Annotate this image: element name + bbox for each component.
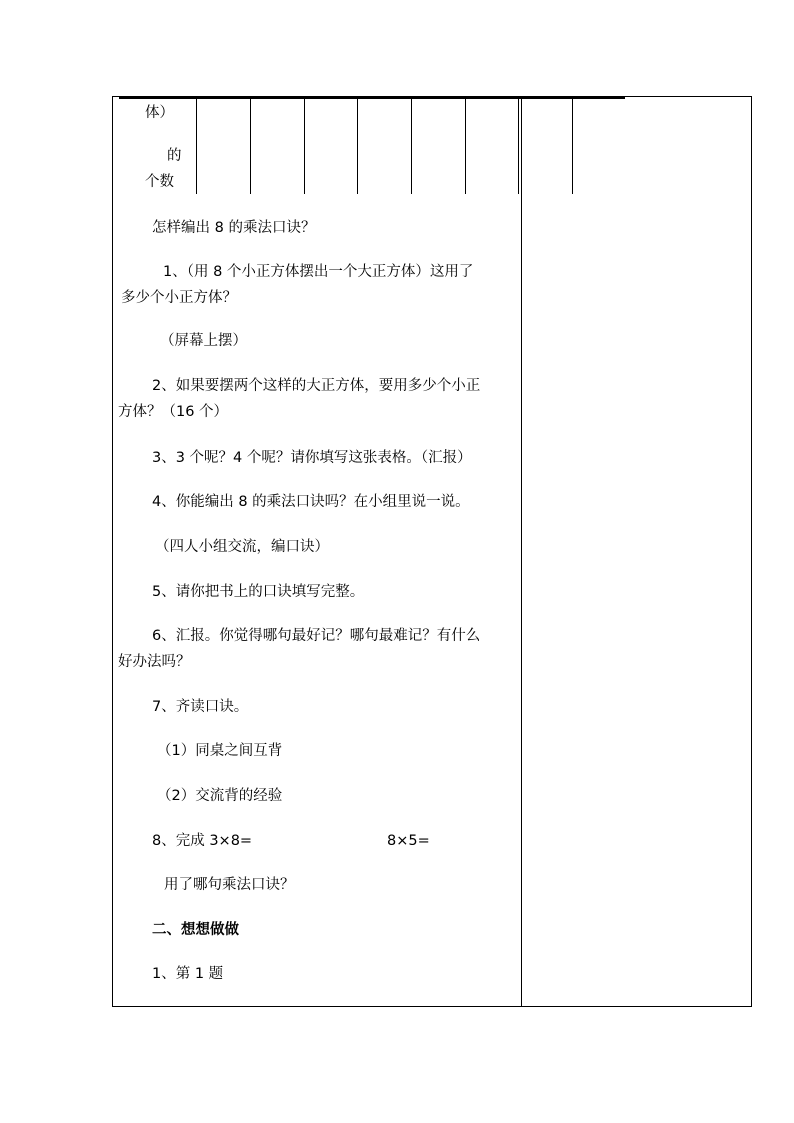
step7-sub1: （1）同桌之间互背 — [157, 743, 283, 759]
step1-line2: 多少个小正方体？ — [121, 290, 237, 306]
step4: 4、你能编出 8 的乘法口诀吗？在小组里说一说。 — [152, 494, 470, 510]
inner-col-line-5 — [411, 98, 412, 194]
row-label-line1: 体） — [145, 105, 174, 121]
step6-line2: 好办法吗？ — [118, 654, 191, 670]
step1-line1: 1、（用 8 个小正方体摆出一个大正方体）这用了 — [163, 264, 474, 280]
table-left-border — [112, 96, 113, 1007]
step8-question: 用了哪句乘法口诀？ — [164, 877, 295, 893]
row-label-line3: 个数 — [145, 174, 174, 190]
step7: 7、齐读口诀。 — [152, 699, 249, 715]
inner-col-line-1 — [196, 98, 197, 194]
heading-question: 怎样编出 8 的乘法口诀？ — [152, 220, 316, 236]
step3: 3、3 个呢？4 个呢？请你填写这张表格。（汇报） — [152, 450, 472, 466]
inner-col-line-7 — [518, 98, 519, 194]
inner-col-line-2 — [250, 98, 251, 194]
inner-table-top-border — [119, 97, 625, 99]
row-label-line2: 的 — [167, 148, 182, 164]
section2-item1: 1、第 1 题 — [152, 966, 224, 982]
step8-label: 8、完成 3×8= — [152, 833, 253, 849]
step6-line1: 6、汇报。你觉得哪句最好记？哪句最难记？有什么 — [152, 628, 481, 644]
column-divider — [521, 96, 522, 1007]
inner-col-line-4 — [357, 98, 358, 194]
section2-title: 二、想想做做 — [152, 922, 239, 938]
step2-line1: 2、如果要摆两个这样的大正方体，要用多少个小正 — [152, 378, 481, 394]
table-right-border — [751, 96, 752, 1007]
step7-sub2: （2）交流背的经验 — [157, 788, 283, 804]
table-bottom-border — [112, 1006, 752, 1007]
inner-col-line-8 — [572, 98, 573, 194]
inner-col-line-6 — [465, 98, 466, 194]
step5: 5、请你把书上的口诀填写完整。 — [152, 584, 365, 600]
step8-second: 8×5= — [387, 833, 430, 849]
step2-line2: 方体？（16 个） — [118, 404, 229, 420]
step1-note: （屏幕上摆） — [160, 333, 247, 349]
inner-col-line-3 — [304, 98, 305, 194]
step4-note: （四人小组交流，编口诀） — [155, 539, 329, 555]
